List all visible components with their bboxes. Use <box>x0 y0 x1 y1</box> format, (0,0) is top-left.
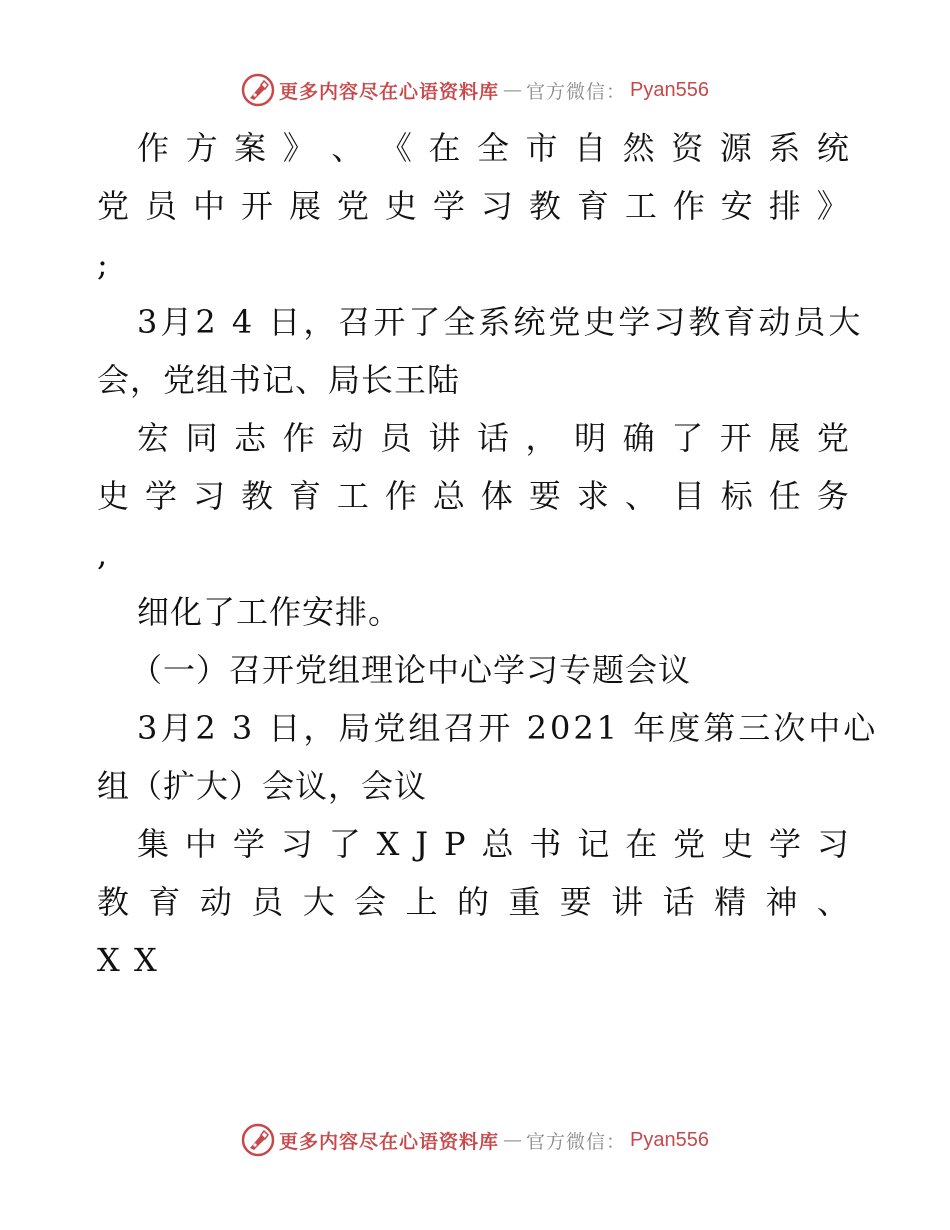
watermark-label: 官方微信： <box>526 1130 627 1153</box>
body-line-4: 3月2 4 日，召开了全系统党史学习教育动员大 <box>137 303 864 341</box>
watermark-wechat-id: Pyan556 <box>630 1128 709 1151</box>
body-line-5: 会，党组书记、局长王陆 <box>97 361 461 399</box>
watermark-label: 官方微信： <box>526 80 627 103</box>
line-text: 教 育 动 员 大 会 上 的 重 要 讲 话 精 神 、 <box>97 883 849 921</box>
line-text: 集 中 学 习 了 X J P 总 书 记 在 党 史 学 习 <box>137 825 849 863</box>
body-line-9: 细化了工作安排。 <box>137 593 402 631</box>
body-line-12: 组（扩大）会议，会议 <box>97 767 428 805</box>
section-heading: （一）召开党组理论中心学习专题会议 <box>130 651 692 689</box>
line-text: 宏 同 志 作 动 员 讲 话 ， 明 确 了 开 展 党 <box>137 419 849 457</box>
body-line-11: 3月2 3 日，局党组召开 2021 年度第三次中心 <box>137 709 879 747</box>
watermark-text: 更多内容尽在心语资料库 <box>279 80 500 103</box>
body-line-2 <box>97 186 849 226</box>
fountain-pen-logo-icon <box>241 1123 275 1157</box>
body-line-15: X X <box>97 941 159 979</box>
watermark-separator: — <box>503 79 523 101</box>
watermark-text: 更多内容尽在心语资料库 <box>279 1130 500 1153</box>
body-line-6 <box>137 418 849 458</box>
footer-watermark <box>0 1120 950 1160</box>
watermark-wechat-id: Pyan556 <box>630 78 709 101</box>
line-text: 党 员 中 开 展 党 史 学 习 教 育 工 作 安 排 》 <box>97 187 849 225</box>
body-line-14 <box>97 882 849 922</box>
fountain-pen-logo-icon <box>241 73 275 107</box>
header-watermark <box>0 70 950 110</box>
line-text: 史 学 习 教 育 工 作 总 体 要 求 、 目 标 任 务 <box>97 477 849 515</box>
watermark-separator: — <box>503 1129 523 1151</box>
body-line-7 <box>97 476 849 516</box>
body-line-3: ; <box>97 245 108 283</box>
body-line-1 <box>137 128 849 168</box>
line-text: 作 方 案 》 、 《 在 全 市 自 然 资 源 系 统 <box>137 129 849 167</box>
body-line-13 <box>137 824 849 864</box>
body-line-8: , <box>97 535 108 573</box>
